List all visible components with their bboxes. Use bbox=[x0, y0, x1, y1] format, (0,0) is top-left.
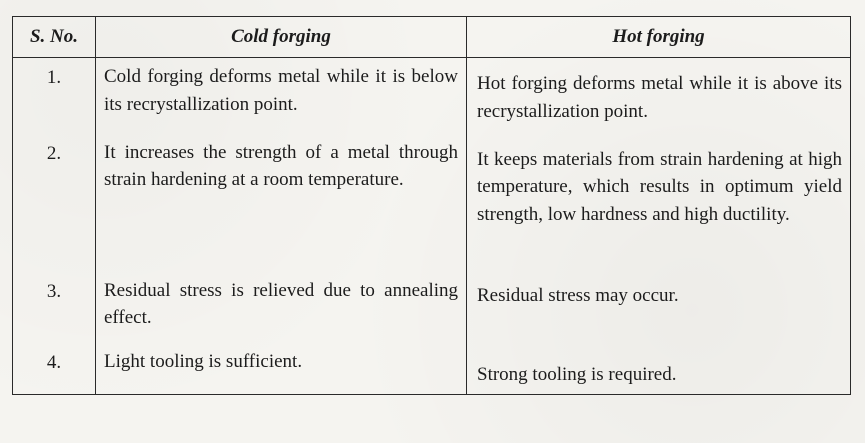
header-cold-forging: Cold forging bbox=[96, 17, 467, 58]
cold-forging-cell: It increases the strength of a metal through strain hardening at a room temperature. bbox=[96, 134, 467, 272]
table-row bbox=[13, 134, 851, 272]
cold-forging-cell: Residual stress is relieved due to annealing effect. bbox=[96, 272, 467, 343]
header-hot-forging: Hot forging bbox=[467, 17, 851, 58]
table-row bbox=[13, 272, 851, 343]
hot-forging-cell: Residual stress may occur. bbox=[467, 272, 851, 343]
table-row bbox=[13, 58, 851, 134]
header-row bbox=[13, 17, 851, 58]
hot-forging-cell: Hot forging deforms metal while it is above its recrystallization point. bbox=[467, 58, 851, 134]
table-row bbox=[13, 343, 851, 395]
cold-forging-cell: Cold forging deforms metal while it is below its recrystallization point. bbox=[96, 58, 467, 134]
row-number: 2. bbox=[13, 134, 96, 272]
row-number: 3. bbox=[13, 272, 96, 343]
hot-forging-cell: Strong tooling is required. bbox=[467, 343, 851, 395]
comparison-table bbox=[12, 16, 851, 395]
hot-forging-cell: It keeps materials from strain hardening at high temperature, which results in optimum yield strength, low hardness and high ductility. bbox=[467, 134, 851, 272]
row-number: 1. bbox=[13, 58, 96, 134]
cold-forging-cell: Light tooling is sufficient. bbox=[96, 343, 467, 395]
row-number: 4. bbox=[13, 343, 96, 395]
header-sno: S. No. bbox=[13, 17, 96, 58]
